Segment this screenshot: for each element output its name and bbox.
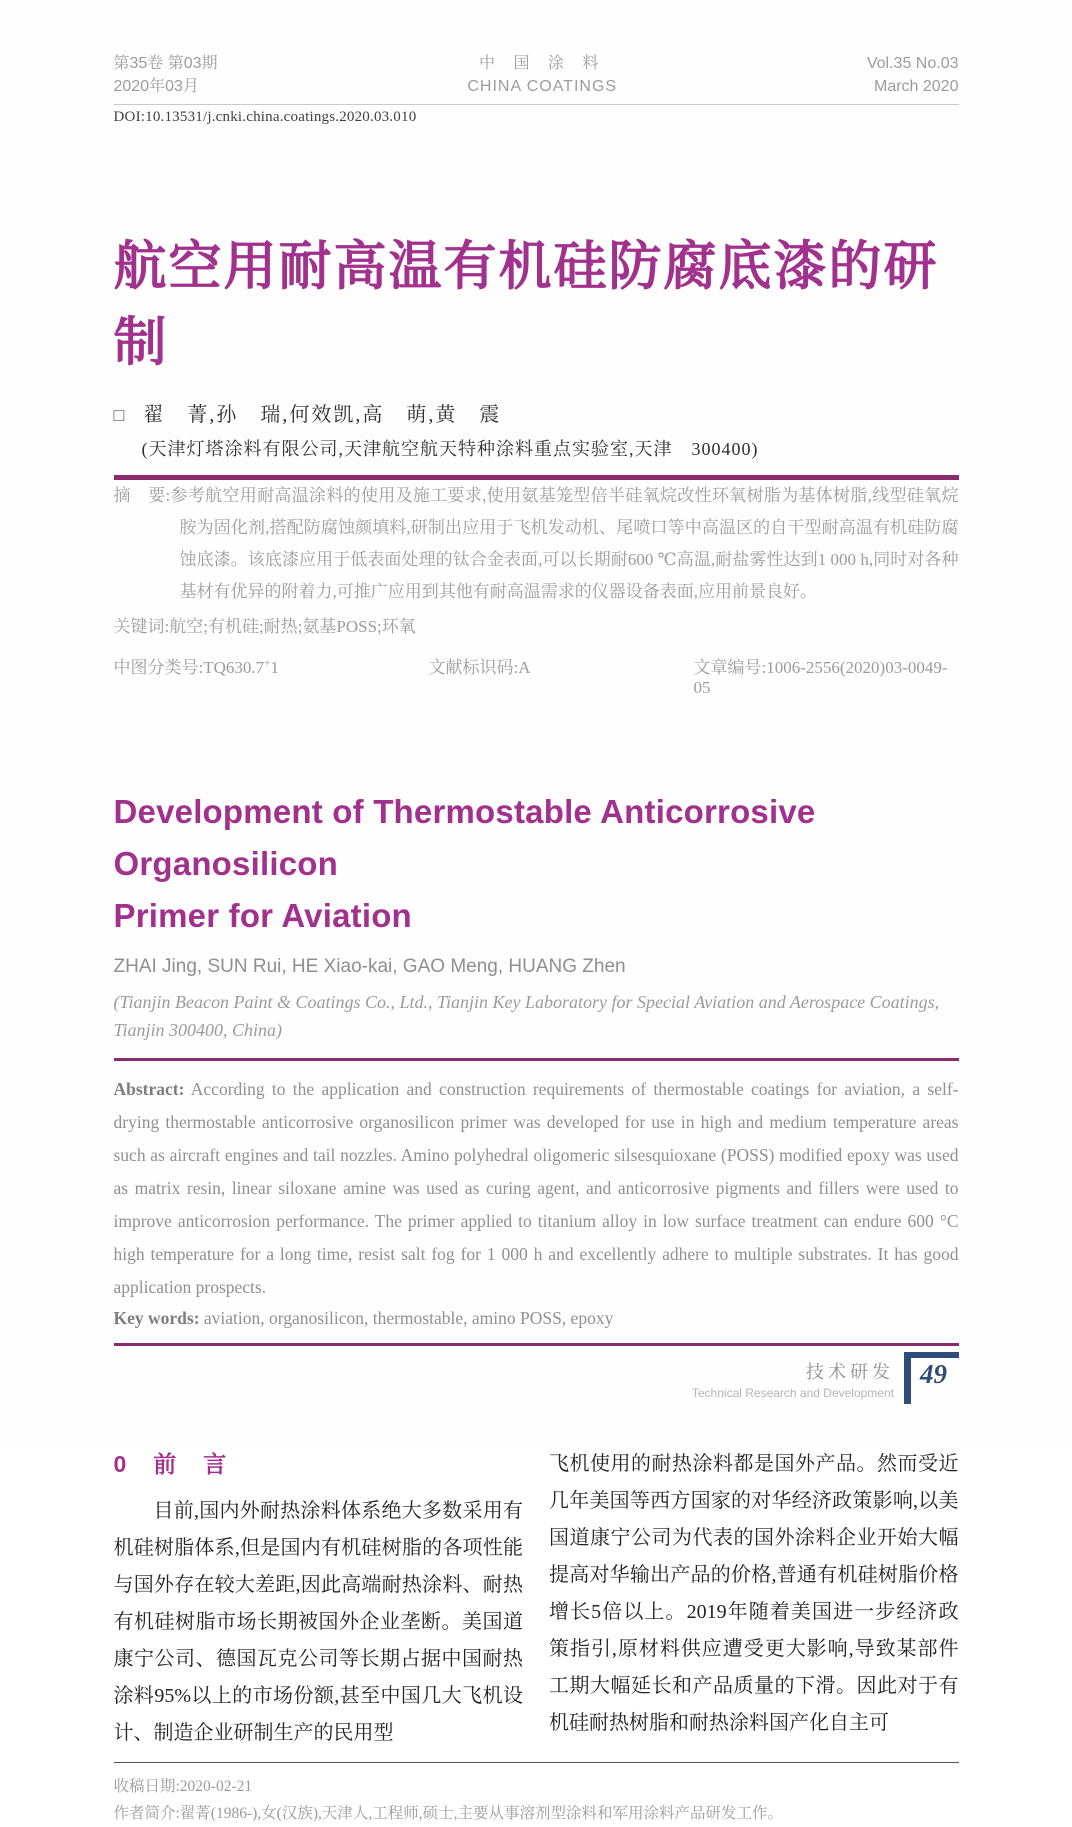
abstract-top-rule (114, 1058, 959, 1061)
classification-row (114, 653, 959, 698)
abstract-en-label: Abstract: (113, 1079, 185, 1099)
title-en-line1: Development of Thermostable Anticorrosive Organosilicon (113, 793, 816, 882)
keywords-en-text: aviation, organosilicon, thermostable, amino POSS, epoxy (199, 1308, 614, 1328)
journal-header (114, 0, 959, 98)
volume-issue-cn: 第35卷 第03期 (113, 55, 218, 72)
clc-main: TQ630.7 (203, 658, 265, 677)
footer-section-en: Technical Research and Development (691, 1386, 894, 1400)
received-date: 收稿日期:2020-02-21 (113, 1778, 253, 1795)
body-columns (114, 1446, 959, 1752)
abstract-bottom-rule (114, 1343, 959, 1346)
affiliation-cn: (天津灯塔涂料有限公司,天津航空航天特种涂料重点实验室,天津 300400) (141, 439, 759, 459)
article-title-en (114, 786, 959, 942)
body-column-right (549, 1446, 959, 1752)
document-code (429, 653, 694, 698)
doi-text: DOI:10.13531/j.cnki.china.coatings.2020.03.010 (113, 109, 417, 125)
document-code-label: 文献标识码: (428, 658, 519, 677)
date-en: March 2020 (873, 78, 959, 95)
header-issue-info (114, 52, 218, 98)
abstract-cn-text: 参考航空用耐高温涂料的使用及施工要求,使用氨基笼型倍半硅氧烷改性环氧树脂为基体树脂,线型硅氧烷胺为固化剂,搭配防腐蚀颜填料,研制出应用于飞机发动机、尾喷口等中高温区的自干型耐高温有机硅防腐蚀底漆。该底漆应用于低表面处理的钛合金表面,可以长期耐600 ℃高温,耐盐雾性达到1 000 h,同时对各种基材有优异的附着力,可推广应用到其他有耐高温需求的仪器设备表面,应用前景良好。 (170, 486, 959, 601)
header-divider (114, 104, 959, 105)
authors-cn-text: 翟 菁,孙 瑞,何效凯,高 萌,黄 震 (143, 404, 502, 426)
keywords-cn (114, 612, 959, 637)
article-number (694, 653, 959, 698)
keywords-en (114, 1308, 959, 1329)
clc-superscript: + (264, 657, 271, 670)
authors-en: ZHAI Jing, SUN Rui, HE Xiao-kai, GAO Meng, HUANG Zhen (113, 956, 626, 977)
document-code-value: A (518, 658, 531, 677)
article-number-value: 1006-2556(2020)03-0049-05 (693, 658, 948, 697)
keywords-cn-text: 航空;有机硅;耐热;氨基POSS;环氧 (169, 617, 416, 636)
clc-number (114, 653, 429, 698)
article-number-label: 文章编号: (693, 658, 767, 677)
date-cn: 2020年03月 (113, 78, 199, 95)
journal-name (467, 52, 617, 98)
body-column-left (114, 1446, 524, 1752)
authors-cn-line (114, 398, 959, 427)
section-heading: 0 前 言 (113, 1451, 229, 1477)
footer-section-cn: 技术研发 (806, 1362, 894, 1382)
page-number-badge (904, 1352, 959, 1404)
abstract-en-text: According to the application and construction requirements of thermostable coatings for aviation, a self-drying thermostable anticorrosive organosilicon primer was developed for use in high and medium temperature areas such as aircraft engines and tail nozzles. Amino polyhedral oligomeric silsesquioxane (POSS) modified epoxy was used as matrix resin, linear siloxane amine was used as curing agent, and anticorrosive pigments and fillers were used to improve anticorrosion performance. The primer applied to titanium alloy in low surface treatment can endure 600 °C high temperature for a long time, resist salt fog for 1 000 h and excellently adhere to multiple substrates. It has good application prospects. (113, 1079, 959, 1297)
footnote-block (114, 1773, 959, 1827)
author-bio: 作者简介:翟菁(1986-),女(汉族),天津人,工程师,硕士,主要从事溶剂型涂料和军用涂料产品研发工作。 (113, 1805, 783, 1822)
clc-label: 中图分类号: (113, 658, 204, 677)
abstract-en (114, 1073, 959, 1304)
keywords-en-label: Key words: (113, 1308, 200, 1328)
footnote-divider (114, 1762, 959, 1763)
abstract-cn-label: 摘 要: (113, 486, 171, 505)
affiliation-en: (Tianjin Beacon Paint & Coatings Co., Ltd., Tianjin Key Laboratory for Special Aviation and Aerospace Coatings, Tianjin 300400, China) (113, 992, 940, 1040)
keywords-cn-label: 关键词: (113, 617, 170, 636)
abstract-cn (114, 480, 959, 608)
volume-issue-en: Vol.35 No.03 (866, 55, 959, 72)
footer-section-labels (692, 1352, 894, 1400)
journal-name-cn: 中 国 涂 料 (479, 55, 606, 72)
article-title-cn: 航空用耐高温有机硅防腐底漆的研制 (113, 237, 939, 372)
journal-name-en: CHINA COATINGS (467, 78, 618, 95)
header-issue-info-en (867, 52, 959, 98)
body-paragraph-left: 目前,国内外耐热涂料体系绝大多数采用有机硅树脂体系,但是国内有机硅树脂的各项性能与国外存在较大差距,因此高端耐热涂料、耐热有机硅树脂市场长期被国外企业垄断。美国道康宁公司、德国瓦克公司等长期占据中国耐热涂料95%以上的市场份额,甚至中国几大飞机设计、制造企业研制生产的民用型 (113, 1500, 523, 1744)
page-footer (692, 1352, 959, 1404)
author-square-icon: □ (113, 405, 127, 425)
clc-tail: 1 (270, 658, 279, 677)
page-number: 49 (920, 1359, 947, 1389)
body-paragraph-right: 飞机使用的耐热涂料都是国外产品。然而受近几年美国等西方国家的对华经济政策影响,以美国道康宁公司为代表的国外涂料企业开始大幅提高对华输出产品的价格,普通有机硅树脂价格增长5倍以上。2019年随着美国进一步经济政策指引,原材料供应遭受更大影响,导致某部件工期大幅延长和产品质量的下滑。因此对于有机硅耐热树脂和耐热涂料国产化自主可 (549, 1453, 959, 1734)
title-en-line2: Primer for Aviation (113, 897, 412, 934)
